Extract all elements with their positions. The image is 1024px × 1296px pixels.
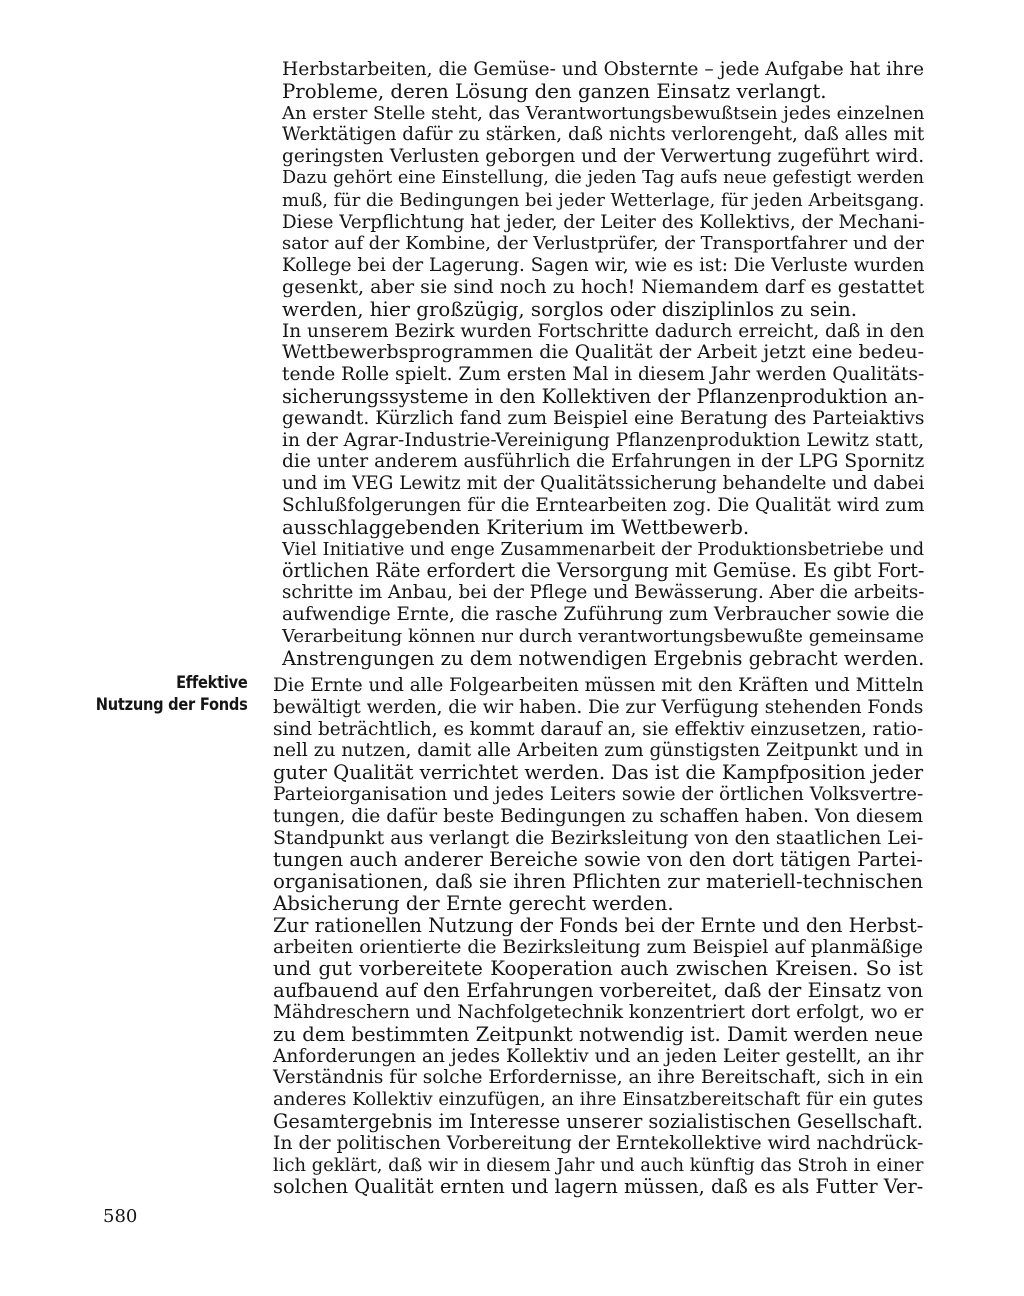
page-number: 580 — [103, 1206, 138, 1227]
text-line: gewandt. Kürzlich fand zum Beispiel eine Beratung des Parteiaktivs — [282, 407, 925, 429]
text-line: Absicherung der Ernte gerecht werden. — [273, 891, 674, 915]
text-line: und gut vorbereitete Kooperation auch zwischen Kreisen. So ist — [273, 957, 923, 981]
text-line: Verständnis für solche Erfordernisse, an ihre Bereitschaft, sich in ein — [273, 1067, 924, 1089]
text-line: und im VEG Lewitz mit der Qualitätssicherung behandelte und dabei — [282, 473, 925, 495]
text-line: sator auf der Kombine, der Verlustprüfer, der Transportfahrer und der — [282, 233, 924, 255]
text-line: schritte im Anbau, bei der Pflege und Bewässerung. Aber die arbeits- — [282, 582, 925, 604]
text-line: muß, für die Bedingungen bei jeder Wetterlage, für jeden Arbeitsgang. — [282, 189, 925, 211]
text-line: nell zu nutzen, damit alle Arbeiten zum günstigsten Zeitpunkt und in — [273, 740, 924, 762]
text-line: Parteiorganisation und jedes Leiters sowie der örtlichen Volksvertre- — [273, 783, 924, 805]
text-line: tungen, die dafür beste Bedingungen zu schaffen haben. Von diesem — [273, 805, 924, 827]
text-line: sind beträchtlich, es kommt darauf an, sie effektiv einzusetzen, ratio- — [273, 718, 924, 740]
text-line: Gesamtergebnis im Interesse unserer sozialistischen Gesellschaft. — [273, 1109, 924, 1133]
text-line: In unserem Bezirk wurden Fortschritte dadurch erreicht, daß in den — [282, 320, 925, 342]
text-line: ausschlaggebenden Kriterium im Wettbewerb. — [282, 515, 750, 539]
text-line: An erster Stelle steht, das Verantwortungsbewußtsein jedes einzelnen — [282, 102, 925, 124]
text-line: guter Qualität verrichtet werden. Das ist die Kampfposition jeder — [273, 761, 924, 785]
text-line: anderes Kollektiv einzufügen, an ihre Einsatzbereitschaft für ein gutes — [273, 1089, 924, 1111]
text-line: Verarbeitung können nur durch verantwortungsbewußte gemeinsame — [282, 625, 925, 647]
text-line: die unter anderem ausführlich die Erfahrungen in der LPG Spornitz — [282, 451, 925, 473]
text-line: Zur rationellen Nutzung der Fonds bei der Ernte und den Herbst- — [273, 913, 924, 937]
text-line: Anforderungen an jedes Kollektiv und an jeden Leiter gestellt, an ihr — [273, 1045, 924, 1067]
text-line: aufwendige Ernte, die rasche Zuführung zum Verbraucher sowie die — [282, 603, 925, 625]
text-line: Anstrengungen zu dem notwendigen Ergebnis gebracht werden. — [282, 646, 925, 670]
text-line: bewältigt werden, die wir haben. Die zur Verfügung stehenden Fonds — [273, 696, 924, 718]
text-line: in der Agrar-Industrie-Vereinigung Pflanzenproduktion Lewitz statt, — [282, 429, 924, 451]
body-text-lower — [273, 675, 923, 1198]
margin-heading-line-2: Nutzung der Fonds — [96, 695, 248, 715]
text-line: Werktätigen dafür zu stärken, daß nichts verlorengeht, daß alles mit — [282, 124, 925, 146]
text-line: solchen Qualität ernten und lagern müssen, daß es als Futter Ver- — [273, 1175, 924, 1199]
text-line: Viel Initiative und enge Zusammenarbeit der Produktionsbetriebe und — [282, 538, 925, 560]
text-line: geringsten Verlusten geborgen und der Verwertung zugeführt wird. — [282, 146, 925, 168]
text-line: Wettbewerbsprogrammen die Qualität der Arbeit jetzt eine bedeu- — [282, 341, 924, 364]
text-line: Dazu gehört eine Einstellung, die jeden Tag aufs neue gefestigt werden — [282, 167, 925, 188]
text-line: Herbstarbeiten, die Gemüse- und Obsternte – jede Aufgabe hat ihre — [282, 59, 925, 80]
text-line: Standpunkt aus verlangt die Bezirksleitung von den staatlichen Lei- — [273, 827, 924, 849]
text-line: Probleme, deren Lösung den ganzen Einsatz verlangt. — [282, 79, 827, 103]
text-line: In der politischen Vorbereitung der Erntekollektive wird nachdrück- — [273, 1132, 924, 1154]
body-text-upper — [282, 59, 924, 669]
text-line: Kollege bei der Lagerung. Sagen wir, wie es ist: Die Verluste wurden — [282, 255, 925, 277]
text-line: sicherungssysteme in den Kollektiven der Pflanzenproduktion an- — [282, 384, 925, 408]
text-line: werden, hier großzügig, sorglos oder disziplinlos zu sein. — [282, 297, 858, 321]
text-line: örtlichen Räte erfordert die Versorgung mit Gemüse. Es gibt Fort- — [282, 559, 925, 583]
text-line: arbeiten orientierte die Bezirksleitung zum Beispiel auf planmäßige — [273, 936, 923, 958]
text-line: aufbauend auf den Erfahrungen vorbereitet, daß der Einsatz von — [273, 979, 924, 1003]
text-line: zu dem bestimmten Zeitpunkt notwendig ist. Damit werden neue — [273, 1022, 924, 1046]
margin-heading-line-1: Effektive — [176, 673, 248, 693]
margin-heading — [96, 672, 248, 716]
text-line: lich geklärt, daß wir in diesem Jahr und auch künftig das Stroh in einer — [273, 1154, 924, 1176]
text-line: tende Rolle spielt. Zum ersten Mal in diesem Jahr werden Qualitäts- — [282, 364, 925, 386]
text-line: gesenkt, aber sie sind noch zu hoch! Niemandem darf es gestattet — [282, 275, 925, 298]
text-line: Diese Verpflichtung hat jeder, der Leiter des Kollektivs, der Mechani- — [282, 211, 925, 233]
text-line: Die Ernte und alle Folgearbeiten müssen mit den Kräften und Mitteln — [273, 675, 924, 696]
text-line: Schlußfolgerungen für die Erntearbeiten zog. Die Qualität wird zum — [282, 494, 925, 516]
text-line: Mähdreschern und Nachfolgetechnik konzentriert dort erfolgt, wo er — [273, 1001, 924, 1023]
text-line: tungen auch anderer Bereiche sowie von den dort tätigen Partei- — [273, 848, 924, 872]
text-line: organisationen, daß sie ihren Pflichten zur materiell-technischen — [273, 870, 924, 894]
